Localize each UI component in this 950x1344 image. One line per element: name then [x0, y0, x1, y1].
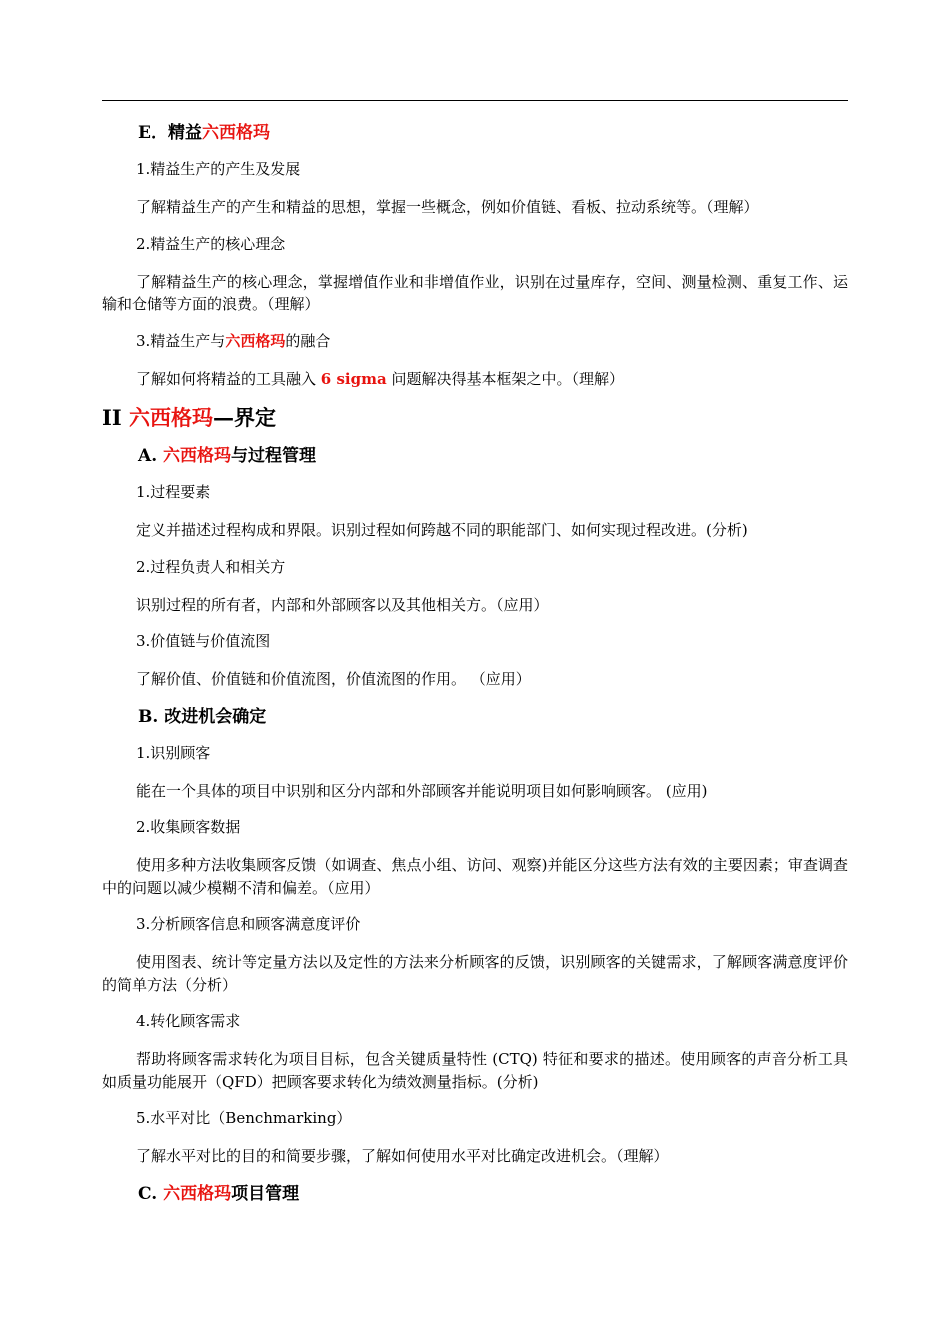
- section-e-item-2-title: 2.精益生产的核心理念: [136, 234, 286, 253]
- highlight-text: 六西格玛: [163, 446, 232, 466]
- section-b-item-1-title: 1.识别顾客: [136, 743, 211, 762]
- section-b-item-5-text: 了解水平对比的目的和简要步骤，了解如何使用水平对比确定改进机会。（理解）: [136, 1147, 669, 1165]
- highlight-text: 六西格玛: [163, 1183, 232, 1204]
- section-b-item-4-title: 4.转化顾客需求: [136, 1012, 241, 1030]
- section-a-heading: A. 六西格玛与过程管理: [138, 446, 317, 466]
- section-a-item-2-text: 识别过程的所有者，内部和外部顾客以及其他相关方。（应用）: [136, 595, 549, 614]
- section-b-item-3-text: 使用图表、统计等定量方法以及定性的方法来分析顾客的反馈，识别顾客的关键需求，了解顾客满意度评价的简单方法（分析）: [102, 953, 848, 994]
- section-e-item-1-title: 1.精益生产的产生及发展: [136, 160, 301, 178]
- highlight-text: 六西格玛: [201, 123, 270, 143]
- section-b-item-1-text: 能在一个具体的项目中识别和区分内部和外部顾客并能说明项目如何影响顾客。 (应用): [136, 781, 708, 800]
- highlight-text: 六西格玛: [225, 331, 286, 350]
- section-b-item-2-title: 2.收集顾客数据: [136, 818, 241, 836]
- highlight-text: 6 sigma: [320, 369, 387, 388]
- section-e-item-2-text: 了解精益生产的核心理念，掌握增值作业和非增值作业，识别在过量库存，空间、测量检测、重复工作、运输和仓储等方面的浪费。（理解）: [102, 272, 848, 313]
- section-e-item-3-text: 了解如何将精益的工具融入 6 sigma 问题解决得基本框架之中。（理解）: [136, 369, 624, 388]
- part-2-heading: II 六西格玛—界定: [102, 405, 276, 430]
- section-e-item-1-text: 了解精益生产的产生和精益的思想，掌握一些概念，例如价值链、看板、拉动系统等。（理解）: [136, 198, 759, 216]
- highlight-text: 六西格玛: [128, 405, 213, 430]
- section-b-item-2-text: 使用多种方法收集顾客反馈（如调查、焦点小组、访问、观察)并能区分这些方法有效的主要因素；审查调查中的问题以减少模糊不清和偏差。（应用）: [102, 856, 848, 897]
- document-body: [102, 116, 848, 1220]
- section-a-item-3-text: 了解价值、价值链和价值流图，价值流图的作用。 （应用）: [136, 670, 531, 688]
- section-a-item-3-title: 3.价值链与价值流图: [136, 632, 271, 650]
- section-b-heading: B. 改进机会确定: [138, 706, 267, 727]
- section-b-item-4-text: 帮助将顾客需求转化为项目目标，包含关键质量特性 (CTQ) 特征和要求的描述。使用顾客的声音分析工具如质量功能展开（QFD）把顾客要求转化为绩效测量指标。(分析): [102, 1050, 848, 1091]
- section-a-item-2-title: 2.过程负责人和相关方: [136, 557, 286, 576]
- section-e-heading: E．精益六西格玛: [138, 123, 270, 143]
- section-a-item-1-text: 定义并描述过程构成和界限。识别过程如何跨越不同的职能部门、如何实现过程改进。(分析): [136, 521, 748, 539]
- section-b-item-3-title: 3.分析顾客信息和顾客满意度评价: [136, 915, 361, 933]
- section-e-item-3-title: 3.精益生产与六西格玛的融合: [136, 331, 331, 350]
- header-rule: [102, 100, 848, 101]
- section-c-heading: C. 六西格玛项目管理: [138, 1183, 300, 1204]
- section-b-item-5-title: 5.水平对比（Benchmarking）: [136, 1109, 352, 1127]
- section-a-item-1-title: 1.过程要素: [136, 483, 211, 501]
